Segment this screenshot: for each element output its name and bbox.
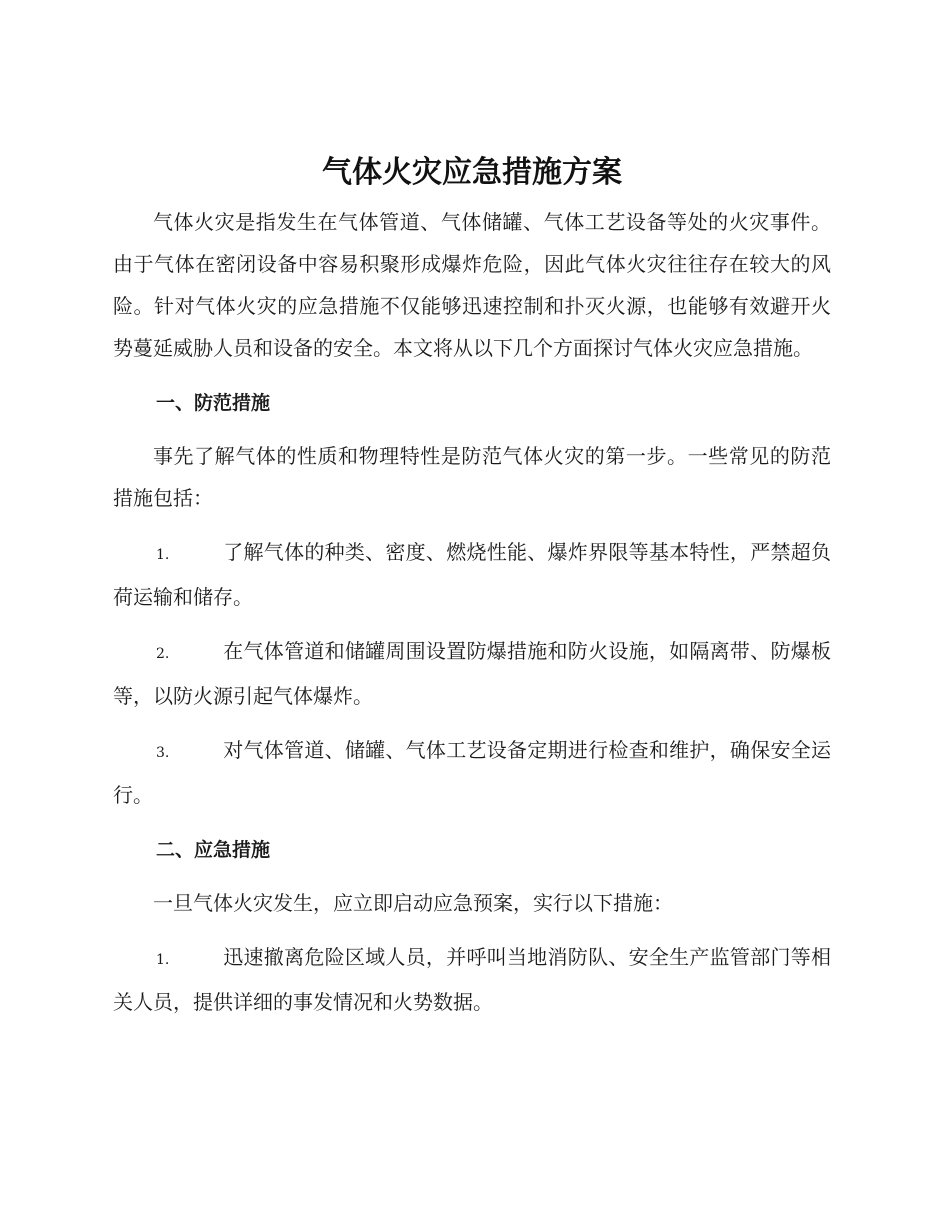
list-item-text: 在气体管道和储罐周围设置防爆措施和防火设施，如隔离带、防爆板等，以防火源引起气体爆炸。 bbox=[113, 639, 831, 708]
section-emergency bbox=[113, 829, 831, 1023]
list-item-number: 2. bbox=[156, 646, 170, 662]
document-title: 气体火灾应急措施方案 bbox=[322, 155, 622, 190]
list-item bbox=[113, 936, 831, 1023]
section-heading: 二、应急措施 bbox=[156, 839, 271, 861]
section-prevention bbox=[113, 382, 831, 816]
list-item-text: 迅速撤离危险区域人员，并呼叫当地消防队、安全生产监管部门等相关人员，提供详细的事发情况和火势数据。 bbox=[113, 945, 831, 1014]
list-item bbox=[113, 630, 831, 717]
list-item-number: 1. bbox=[156, 952, 170, 968]
list-item bbox=[113, 531, 831, 618]
intro-paragraph: 气体火灾是指发生在气体管道、气体储罐、气体工艺设备等处的火灾事件。由于气体在密闭设备中容易积聚形成爆炸危险，因此气体火灾往往存在较大的风险。针对气体火灾的应急措施不仅能够迅速控制和扑灭火源，也能够有效避开火势蔓延威胁人员和设备的安全。本文将从以下几个方面探讨气体火灾应急措施。 bbox=[113, 210, 831, 360]
section-lead: 事先了解气体的性质和物理特性是防范气体火灾的第一步。一些常见的防范措施包括： bbox=[113, 444, 831, 510]
list-item-text: 了解气体的种类、密度、燃烧性能、爆炸界限等基本特性，严禁超负荷运输和储存。 bbox=[113, 540, 831, 609]
list-item bbox=[113, 729, 831, 816]
list-item-number: 1. bbox=[156, 547, 170, 563]
document-page bbox=[113, 145, 831, 1023]
section-lead: 一旦气体火灾发生，应立即启动应急预案，实行以下措施： bbox=[153, 891, 673, 915]
list-item-number: 3. bbox=[156, 745, 170, 761]
list-item-text: 对气体管道、储罐、气体工艺设备定期进行检查和维护，确保安全运行。 bbox=[113, 738, 831, 807]
section-heading: 一、防范措施 bbox=[156, 392, 271, 414]
